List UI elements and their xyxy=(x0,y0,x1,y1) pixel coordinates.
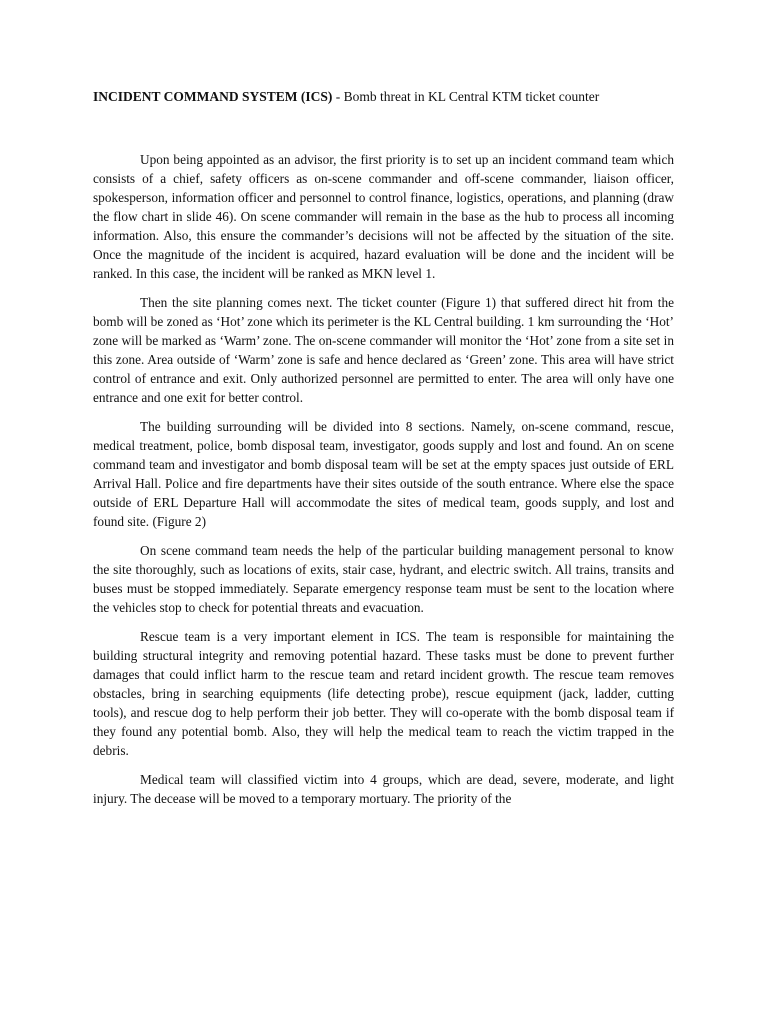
paragraph-building-sections: The building surrounding will be divided into 8 sections. Namely, on-scene command, rescue, medical treatment, police, bomb disposal team, investigator, goods supply and lost and found. An on scene command team and investigator and bomb disposal team will be set at the empty spaces just outside of ERL Arrival Hall. Police and fire departments have their sites outside of the south entrance. Where else the space outside of ERL Departure Hall will accommodate the sites of medical team, goods supply, and lost and found site. (Figure 2) xyxy=(93,419,674,529)
paragraph-building-management: On scene command team needs the help of the particular building management personal to know the site thoroughly, such as locations of exits, stair case, hydrant, and electric switch. All trains, transits and buses must be stopped immediately. Separate emergency response team must be sent to the location where the vehicles stop to check for potential threats and evacuation. xyxy=(93,543,674,615)
document-body xyxy=(93,150,674,818)
document-title xyxy=(93,87,693,106)
paragraph-medical-team: Medical team will classified victim into 4 groups, which are dead, severe, moderate, and light injury. The decease will be moved to a temporary mortuary. The priority of the xyxy=(93,772,674,806)
title-bold-part: INCIDENT COMMAND SYSTEM (ICS) xyxy=(93,89,333,104)
title-rest-part: - Bomb threat in KL Central KTM ticket counter xyxy=(332,89,600,104)
paragraph-site-planning: Then the site planning comes next. The ticket counter (Figure 1) that suffered direct hit from the bomb will be zoned as ‘Hot’ zone which its perimeter is the KL Central building. 1 km surrounding the ‘Hot’ zone will be marked as ‘Warm’ zone. The on-scene commander will monitor the ‘Hot’ zone from a site set in this zone. Area outside of ‘Warm’ zone is safe and hence declared as ‘Green’ zone. This area will have strict control of entrance and exit. Only authorized personnel are permitted to enter. The area will only have one entrance and one exit for better control. xyxy=(93,295,674,405)
paragraph-rescue-team: Rescue team is a very important element in ICS. The team is responsible for maintaining the building structural integrity and removing potential hazard. These tasks must be done to prevent further damages that could inflict harm to the rescue team and retard incident growth. The rescue team removes obstacles, bring in searching equipments (life detecting probe), rescue equipment (jack, ladder, cutting tools), and rescue dog to help perform their job better. They will co-operate with the bomb disposal team if they found any potential bomb. Also, they will help the medical team to reach the victim trapped in the debris. xyxy=(93,629,674,758)
paragraph-command-team: Upon being appointed as an advisor, the first priority is to set up an incident command team which consists of a chief, safety officers as on-scene commander and off-scene commander, liaison officer, spokesperson, information officer and personnel to control finance, logistics, operations, and planning (draw the flow chart in slide 46). On scene commander will remain in the base as the hub to process all incoming information. Also, this ensure the commander’s decisions will not be affected by the situation of the site. Once the magnitude of the incident is acquired, hazard evaluation will be done and the incident will be ranked. In this case, the incident will be ranked as MKN level 1. xyxy=(93,152,674,281)
